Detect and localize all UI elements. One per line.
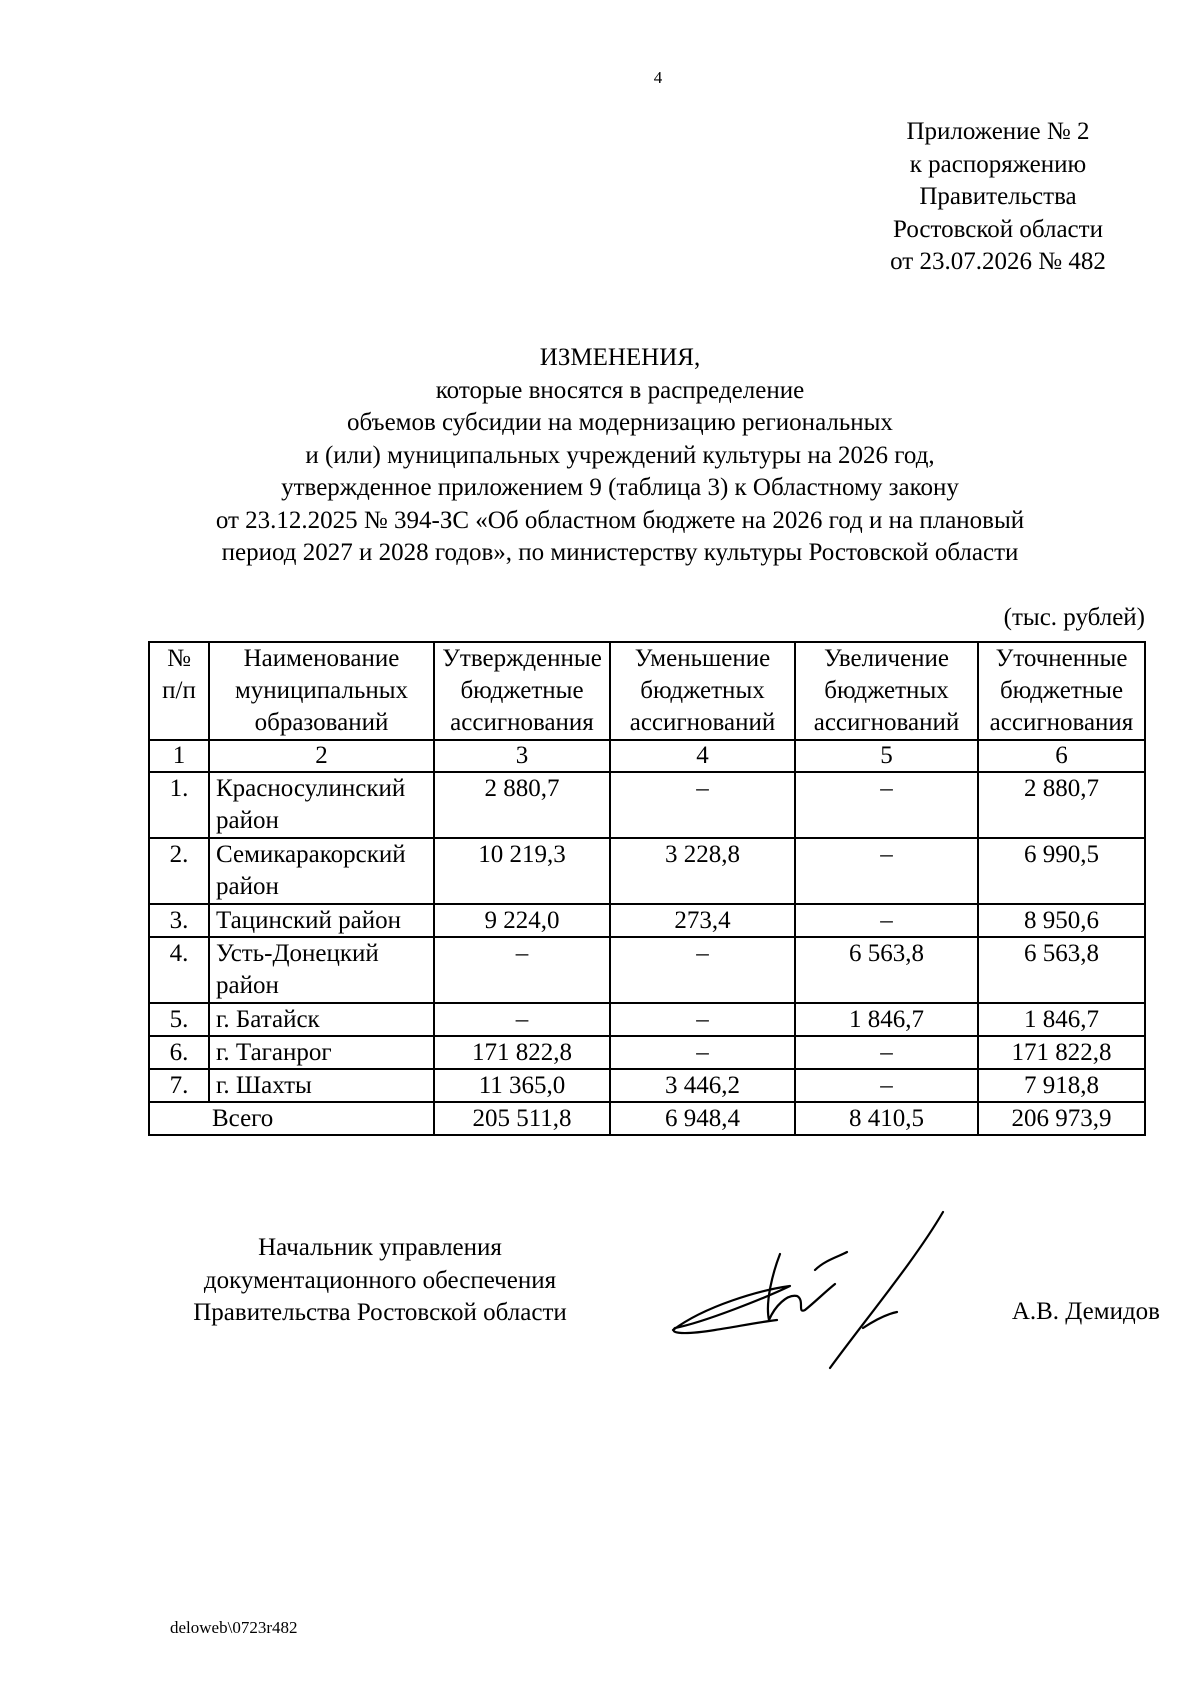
- municipality-name: Красносулинский район: [209, 772, 434, 838]
- column-number: 5: [795, 740, 978, 772]
- column-number: 3: [434, 740, 610, 772]
- increase-value: –: [795, 838, 978, 904]
- total-refined: 206 973,9: [978, 1102, 1145, 1135]
- approved-value: 171 822,8: [434, 1036, 610, 1069]
- approved-value: 9 224,0: [434, 904, 610, 937]
- appendix-reference: [760, 116, 1200, 279]
- table-row: [149, 1003, 1145, 1036]
- title-line: и (или) муниципальных учреждений культуры на 2026 год,: [305, 441, 935, 469]
- total-increase: 8 410,5: [795, 1102, 978, 1135]
- table-row: [149, 937, 1145, 1003]
- total-approved: 205 511,8: [434, 1102, 610, 1135]
- position-line: документационного обеспечения: [203, 1266, 557, 1294]
- title-line: утвержденное приложением 9 (таблица 3) к Областному закону: [281, 474, 959, 501]
- header-municipality: Наименование муниципальных образований: [209, 642, 434, 740]
- appendix-line: от 23.07.2026 № 482: [890, 248, 1106, 275]
- decrease-value: 3 446,2: [610, 1069, 795, 1102]
- row-number: 2.: [149, 838, 209, 904]
- column-number: 6: [978, 740, 1145, 772]
- appendix-line: Правительства: [919, 183, 1077, 210]
- units-label: (тыс. рублей): [1003, 604, 1145, 631]
- total-label: Всего: [149, 1102, 434, 1135]
- row-number: 4.: [149, 937, 209, 1003]
- position-line: Начальник управления: [258, 1234, 502, 1261]
- table-row: [149, 838, 1145, 904]
- refined-value: 8 950,6: [978, 904, 1145, 937]
- title-line: от 23.12.2025 № 394-ЗС «Об областном бюджете на 2026 год и на плановый: [215, 506, 1025, 534]
- row-number: 3.: [149, 904, 209, 937]
- title-line: период 2027 и 2028 годов», по министерству культуры Ростовской области: [221, 539, 1019, 566]
- municipality-name: Тацинский район: [209, 904, 434, 937]
- decrease-value: –: [610, 937, 795, 1003]
- signer-name: А.В. Демидов: [1011, 1298, 1160, 1325]
- decrease-value: –: [610, 1036, 795, 1069]
- increase-value: 1 846,7: [795, 1003, 978, 1036]
- title-heading: ИЗМЕНЕНИЯ,: [539, 344, 701, 371]
- total-decrease: 6 948,4: [610, 1102, 795, 1135]
- refined-value: 171 822,8: [978, 1036, 1145, 1069]
- header-decrease: Уменьшение бюджетных ассигнований: [610, 642, 795, 740]
- refined-value: 6 563,8: [978, 937, 1145, 1003]
- refined-value: 7 918,8: [978, 1069, 1145, 1102]
- row-number: 6.: [149, 1036, 209, 1069]
- total-row: [149, 1102, 1145, 1135]
- refined-value: 2 880,7: [978, 772, 1145, 838]
- approved-value: –: [434, 1003, 610, 1036]
- table-row: [149, 772, 1145, 838]
- position-line: Правительства Ростовской области: [193, 1299, 567, 1326]
- table-row: [149, 904, 1145, 937]
- increase-value: –: [795, 904, 978, 937]
- municipality-name: Семикаракорский район: [209, 838, 434, 904]
- budget-table: [148, 641, 1146, 1136]
- document-title: [130, 342, 1110, 570]
- approved-value: 2 880,7: [434, 772, 610, 838]
- approved-value: 11 365,0: [434, 1069, 610, 1102]
- municipality-name: г. Батайск: [209, 1003, 434, 1036]
- column-number: 2: [209, 740, 434, 772]
- decrease-value: 3 228,8: [610, 838, 795, 904]
- column-number: 4: [610, 740, 795, 772]
- handwritten-signature: [665, 1210, 955, 1390]
- appendix-line: Приложение № 2: [906, 118, 1090, 145]
- title-line: которые вносятся в распределение: [435, 376, 805, 404]
- increase-value: 6 563,8: [795, 937, 978, 1003]
- appendix-line: к распоряжению: [909, 150, 1087, 178]
- approved-value: 10 219,3: [434, 838, 610, 904]
- increase-value: –: [795, 1036, 978, 1069]
- header-number: № п/п: [149, 642, 209, 740]
- table-header-row: [149, 642, 1145, 740]
- municipality-name: Усть-Донецкий район: [209, 937, 434, 1003]
- refined-value: 1 846,7: [978, 1003, 1145, 1036]
- municipality-name: г. Таганрог: [209, 1036, 434, 1069]
- row-number: 5.: [149, 1003, 209, 1036]
- header-refined: Уточненные бюджетные ассигнования: [978, 642, 1145, 740]
- table-row: [149, 1069, 1145, 1102]
- footer-document-code: deloweb\0723r482: [170, 1618, 298, 1637]
- table-row: [149, 1036, 1145, 1069]
- header-approved: Утвержденные бюджетные ассигнования: [434, 642, 610, 740]
- page-number: 4: [653, 68, 663, 87]
- increase-value: –: [795, 772, 978, 838]
- title-line: объемов субсидии на модернизацию региональных: [347, 409, 893, 436]
- header-increase: Увеличение бюджетных ассигнований: [795, 642, 978, 740]
- decrease-value: –: [610, 1003, 795, 1036]
- municipality-name: г. Шахты: [209, 1069, 434, 1102]
- signatory-position: [150, 1232, 610, 1330]
- appendix-line: Ростовской области: [893, 215, 1103, 243]
- row-number: 7.: [149, 1069, 209, 1102]
- column-number-row: [149, 740, 1145, 772]
- increase-value: –: [795, 1069, 978, 1102]
- refined-value: 6 990,5: [978, 838, 1145, 904]
- column-number: 1: [149, 740, 209, 772]
- row-number: 1.: [149, 772, 209, 838]
- approved-value: –: [434, 937, 610, 1003]
- decrease-value: –: [610, 772, 795, 838]
- decrease-value: 273,4: [610, 904, 795, 937]
